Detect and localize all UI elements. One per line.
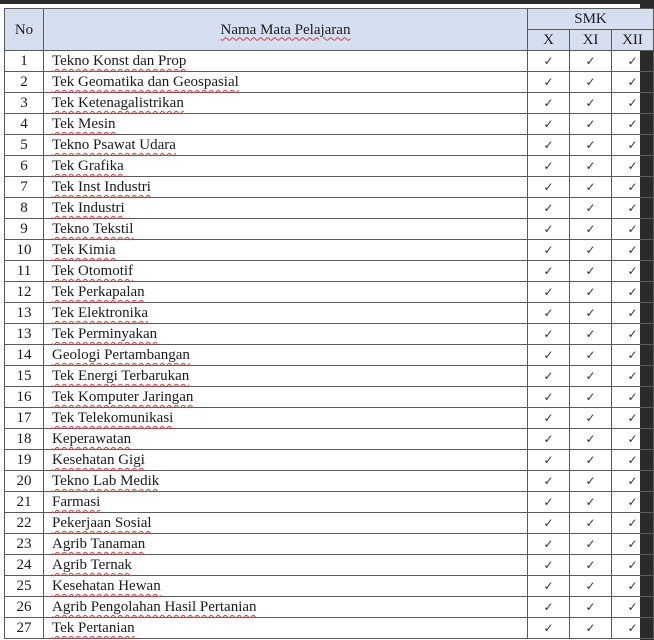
- table-row: [5, 471, 654, 492]
- header-level-xi: XI: [570, 30, 612, 51]
- subject-name: Tek Geomatika dan Geospasial: [44, 72, 528, 93]
- check-mark-icon: ✓: [528, 261, 570, 282]
- check-mark-icon: ✓: [570, 72, 612, 93]
- check-mark-icon: ✓: [612, 534, 654, 555]
- document-frame: [0, 4, 643, 640]
- subject-name: Tek Pertanian: [44, 618, 528, 639]
- check-mark-icon: ✓: [570, 534, 612, 555]
- subject-name: Tek Perminyakan: [44, 324, 528, 345]
- table-row: [5, 135, 654, 156]
- check-mark-icon: ✓: [570, 492, 612, 513]
- check-mark-icon: ✓: [570, 93, 612, 114]
- check-mark-icon: ✓: [570, 219, 612, 240]
- check-mark-icon: ✓: [612, 492, 654, 513]
- row-number: 27: [5, 618, 44, 639]
- check-mark-icon: ✓: [612, 93, 654, 114]
- row-number: 3: [5, 93, 44, 114]
- check-mark-icon: ✓: [528, 93, 570, 114]
- subject-name: Tek Komputer Jaringan: [44, 387, 528, 408]
- header-level-x: X: [528, 30, 570, 51]
- check-mark-icon: ✓: [612, 261, 654, 282]
- row-number: 19: [5, 450, 44, 471]
- table-row: [5, 555, 654, 576]
- check-mark-icon: ✓: [570, 387, 612, 408]
- check-mark-icon: ✓: [570, 597, 612, 618]
- subject-name: Tek Otomotif: [44, 261, 528, 282]
- check-mark-icon: ✓: [612, 513, 654, 534]
- subject-name: Tek Elektronika: [44, 303, 528, 324]
- subject-name: Tek Inst Industri: [44, 177, 528, 198]
- table-row: [5, 387, 654, 408]
- check-mark-icon: ✓: [612, 366, 654, 387]
- header-subject-name: [44, 9, 528, 51]
- check-mark-icon: ✓: [528, 114, 570, 135]
- check-mark-icon: ✓: [612, 324, 654, 345]
- subject-name: Tek Energi Terbarukan: [44, 366, 528, 387]
- check-mark-icon: ✓: [528, 576, 570, 597]
- table-row: [5, 51, 654, 72]
- subject-name: Pekerjaan Sosial: [44, 513, 528, 534]
- check-mark-icon: ✓: [570, 51, 612, 72]
- table-row: [5, 198, 654, 219]
- row-number: 17: [5, 408, 44, 429]
- row-number: 7: [5, 177, 44, 198]
- check-mark-icon: ✓: [570, 135, 612, 156]
- subject-name: Tekno Psawat Udara: [44, 135, 528, 156]
- row-number: 10: [5, 240, 44, 261]
- check-mark-icon: ✓: [612, 177, 654, 198]
- check-mark-icon: ✓: [528, 177, 570, 198]
- subject-name: Agrib Tanaman: [44, 534, 528, 555]
- check-mark-icon: ✓: [570, 345, 612, 366]
- check-mark-icon: ✓: [570, 324, 612, 345]
- check-mark-icon: ✓: [528, 513, 570, 534]
- table-row: [5, 177, 654, 198]
- row-number: 13: [5, 324, 44, 345]
- row-number: 16: [5, 387, 44, 408]
- check-mark-icon: ✓: [528, 219, 570, 240]
- row-number: 21: [5, 492, 44, 513]
- check-mark-icon: ✓: [528, 366, 570, 387]
- subject-name: Agrib Pengolahan Hasil Pertanian: [44, 597, 528, 618]
- check-mark-icon: ✓: [528, 198, 570, 219]
- check-mark-icon: ✓: [612, 576, 654, 597]
- check-mark-icon: ✓: [570, 618, 612, 639]
- check-mark-icon: ✓: [528, 534, 570, 555]
- check-mark-icon: ✓: [612, 198, 654, 219]
- table-row: [5, 324, 654, 345]
- check-mark-icon: ✓: [570, 177, 612, 198]
- check-mark-icon: ✓: [570, 576, 612, 597]
- table-row: [5, 282, 654, 303]
- table-row: [5, 618, 654, 639]
- check-mark-icon: ✓: [612, 471, 654, 492]
- subject-name: Tek Kimia: [44, 240, 528, 261]
- row-number: 25: [5, 576, 44, 597]
- row-number: 22: [5, 513, 44, 534]
- subject-name: Tek Perkapalan: [44, 282, 528, 303]
- check-mark-icon: ✓: [570, 366, 612, 387]
- subject-name: Keperawatan: [44, 429, 528, 450]
- check-mark-icon: ✓: [570, 282, 612, 303]
- subject-name: Tek Grafika: [44, 156, 528, 177]
- table-row: [5, 156, 654, 177]
- check-mark-icon: ✓: [612, 429, 654, 450]
- check-mark-icon: ✓: [570, 198, 612, 219]
- check-mark-icon: ✓: [570, 555, 612, 576]
- table-row: [5, 366, 654, 387]
- check-mark-icon: ✓: [528, 597, 570, 618]
- check-mark-icon: ✓: [612, 597, 654, 618]
- subject-name: Farmasi: [44, 492, 528, 513]
- check-mark-icon: ✓: [612, 555, 654, 576]
- subjects-table: [4, 8, 654, 639]
- table-row: [5, 219, 654, 240]
- subject-name: Agrib Ternak: [44, 555, 528, 576]
- check-mark-icon: ✓: [570, 303, 612, 324]
- row-number: 12: [5, 282, 44, 303]
- table-row: [5, 261, 654, 282]
- check-mark-icon: ✓: [528, 618, 570, 639]
- subject-name: Kesehatan Gigi: [44, 450, 528, 471]
- table-row: [5, 408, 654, 429]
- check-mark-icon: ✓: [570, 114, 612, 135]
- check-mark-icon: ✓: [528, 345, 570, 366]
- check-mark-icon: ✓: [528, 429, 570, 450]
- row-number: 20: [5, 471, 44, 492]
- check-mark-icon: ✓: [528, 450, 570, 471]
- check-mark-icon: ✓: [612, 219, 654, 240]
- row-number: 11: [5, 261, 44, 282]
- row-number: 8: [5, 198, 44, 219]
- check-mark-icon: ✓: [570, 429, 612, 450]
- check-mark-icon: ✓: [528, 156, 570, 177]
- subject-name: Tekno Tekstil: [44, 219, 528, 240]
- check-mark-icon: ✓: [528, 555, 570, 576]
- check-mark-icon: ✓: [612, 345, 654, 366]
- check-mark-icon: ✓: [570, 513, 612, 534]
- check-mark-icon: ✓: [528, 324, 570, 345]
- check-mark-icon: ✓: [570, 156, 612, 177]
- check-mark-icon: ✓: [570, 450, 612, 471]
- check-mark-icon: ✓: [528, 282, 570, 303]
- check-mark-icon: ✓: [528, 135, 570, 156]
- check-mark-icon: ✓: [528, 387, 570, 408]
- check-mark-icon: ✓: [612, 282, 654, 303]
- subject-name: Tekno Lab Medik: [44, 471, 528, 492]
- table-row: [5, 93, 654, 114]
- check-mark-icon: ✓: [528, 471, 570, 492]
- check-mark-icon: ✓: [612, 618, 654, 639]
- check-mark-icon: ✓: [612, 135, 654, 156]
- row-number: 26: [5, 597, 44, 618]
- subject-name: Tek Telekomunikasi: [44, 408, 528, 429]
- check-mark-icon: ✓: [528, 51, 570, 72]
- row-number: 9: [5, 219, 44, 240]
- check-mark-icon: ✓: [612, 72, 654, 93]
- table-row: [5, 345, 654, 366]
- subject-name: Tek Mesin: [44, 114, 528, 135]
- table-row: [5, 429, 654, 450]
- table-row: [5, 303, 654, 324]
- check-mark-icon: ✓: [612, 156, 654, 177]
- table-row: [5, 576, 654, 597]
- subject-name: Geologi Pertambangan: [44, 345, 528, 366]
- check-mark-icon: ✓: [528, 408, 570, 429]
- table-row: [5, 597, 654, 618]
- table-row: [5, 450, 654, 471]
- check-mark-icon: ✓: [612, 450, 654, 471]
- check-mark-icon: ✓: [528, 72, 570, 93]
- row-number: 6: [5, 156, 44, 177]
- row-number: 5: [5, 135, 44, 156]
- table-row: [5, 240, 654, 261]
- row-number: 2: [5, 72, 44, 93]
- header-smk: SMK: [528, 9, 654, 30]
- row-number: 24: [5, 555, 44, 576]
- check-mark-icon: ✓: [570, 408, 612, 429]
- subject-name: Tekno Konst dan Prop: [44, 51, 528, 72]
- header-no: No: [5, 9, 44, 51]
- check-mark-icon: ✓: [528, 492, 570, 513]
- subject-name: Tek Ketenagalistrikan: [44, 93, 528, 114]
- check-mark-icon: ✓: [612, 387, 654, 408]
- table-row: [5, 492, 654, 513]
- check-mark-icon: ✓: [612, 303, 654, 324]
- check-mark-icon: ✓: [570, 471, 612, 492]
- check-mark-icon: ✓: [570, 240, 612, 261]
- subject-name: Kesehatan Hewan: [44, 576, 528, 597]
- check-mark-icon: ✓: [612, 51, 654, 72]
- table-row: [5, 114, 654, 135]
- row-number: 1: [5, 51, 44, 72]
- table-row: [5, 534, 654, 555]
- check-mark-icon: ✓: [612, 408, 654, 429]
- subject-name: Tek Industri: [44, 198, 528, 219]
- check-mark-icon: ✓: [528, 303, 570, 324]
- header-subject-name-text: Nama Mata Pelajaran: [220, 21, 351, 38]
- row-number: 23: [5, 534, 44, 555]
- row-number: 13: [5, 303, 44, 324]
- check-mark-icon: ✓: [570, 261, 612, 282]
- check-mark-icon: ✓: [612, 114, 654, 135]
- table-row: [5, 72, 654, 93]
- row-number: 18: [5, 429, 44, 450]
- row-number: 4: [5, 114, 44, 135]
- row-number: 14: [5, 345, 44, 366]
- table-body: [5, 51, 654, 639]
- row-number: 15: [5, 366, 44, 387]
- check-mark-icon: ✓: [612, 240, 654, 261]
- table-header: [5, 9, 654, 51]
- header-level-xii: XII: [612, 30, 654, 51]
- table-row: [5, 513, 654, 534]
- check-mark-icon: ✓: [528, 240, 570, 261]
